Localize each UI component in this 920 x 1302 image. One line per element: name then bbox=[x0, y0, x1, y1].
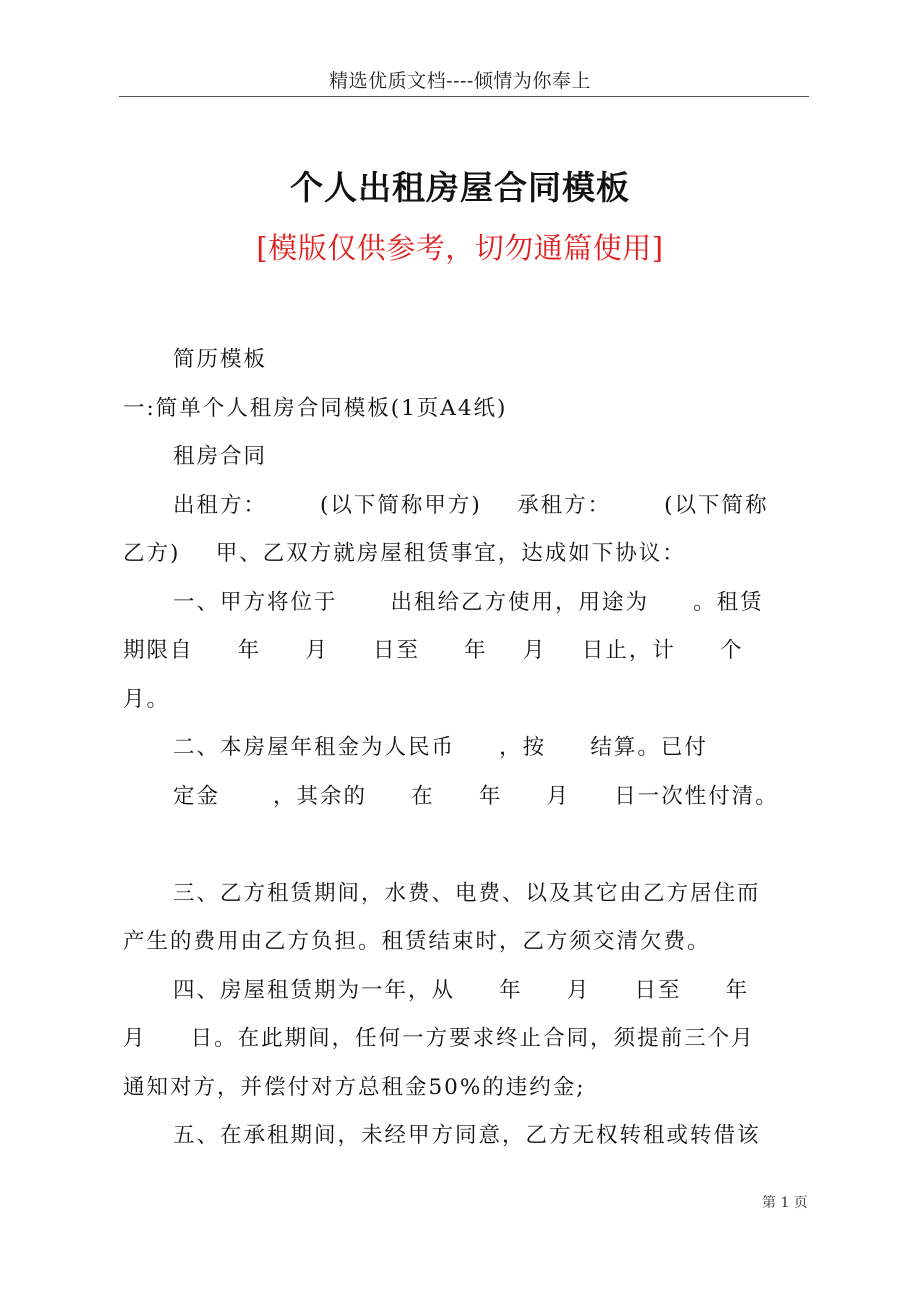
body-line-parties: 出租方： (以下简称甲方) 承租方： (以下简称 bbox=[173, 492, 769, 518]
body-line-contract-title: 租房合同 bbox=[173, 444, 268, 469]
body-line-clause-1: 一、甲方将位于 出租给乙方使用，用途为 。租赁 bbox=[173, 589, 764, 615]
body-line-clause-4: 四、房屋租赁期为一年，从 年 月 日至 年 bbox=[173, 977, 750, 1003]
body-line-clause-1-end: 月。 bbox=[123, 686, 171, 712]
body-line-clause-4-cont: 月 日。在此期间，任何一方要求终止合同，须提前三个月 bbox=[123, 1026, 755, 1051]
page-header: 精选优质文档----倾情为你奉上 bbox=[329, 70, 591, 92]
document-title: 个人出租房屋合同模板 bbox=[290, 168, 630, 207]
body-line-clause-2-cont: 定金 ，其余的 在 年 月 日一次性付清。 bbox=[173, 783, 779, 809]
body-line-clause-2: 二、本房屋年租金为人民币 ，按 结算。已付 bbox=[173, 735, 708, 760]
document-body bbox=[123, 336, 803, 1161]
body-line-clause-3: 三、乙方租赁期间，水费、电费、以及其它由乙方居住而 bbox=[173, 880, 761, 906]
page-number: 第 1 页 bbox=[762, 1195, 808, 1211]
document-subtitle: [模版仅供参考，切勿通篇使用] bbox=[256, 231, 664, 265]
body-line-clause-1-cont: 期限自 年 月 日至 年 月 日止，计 个 bbox=[123, 638, 744, 663]
blank-line bbox=[123, 821, 803, 870]
body-line-clause-3-cont: 产生的费用由乙方负担。租赁结束时，乙方须交清欠费。 bbox=[123, 929, 711, 954]
body-line-parties-cont: 乙方) 甲、乙双方就房屋租赁事宜，达成如下协议： bbox=[123, 541, 686, 566]
body-line-resume-template: 简历模板 bbox=[173, 347, 268, 372]
header-divider bbox=[119, 96, 809, 97]
body-line-clause-5: 五、在承租期间，未经甲方同意，乙方无权转租或转借该 bbox=[173, 1123, 761, 1148]
body-line-clause-4-end: 通知对方，并偿付对方总租金50%的违约金; bbox=[123, 1074, 586, 1100]
body-line-section-heading: 一:简单个人租房合同模板(1页A4纸) bbox=[123, 395, 508, 421]
